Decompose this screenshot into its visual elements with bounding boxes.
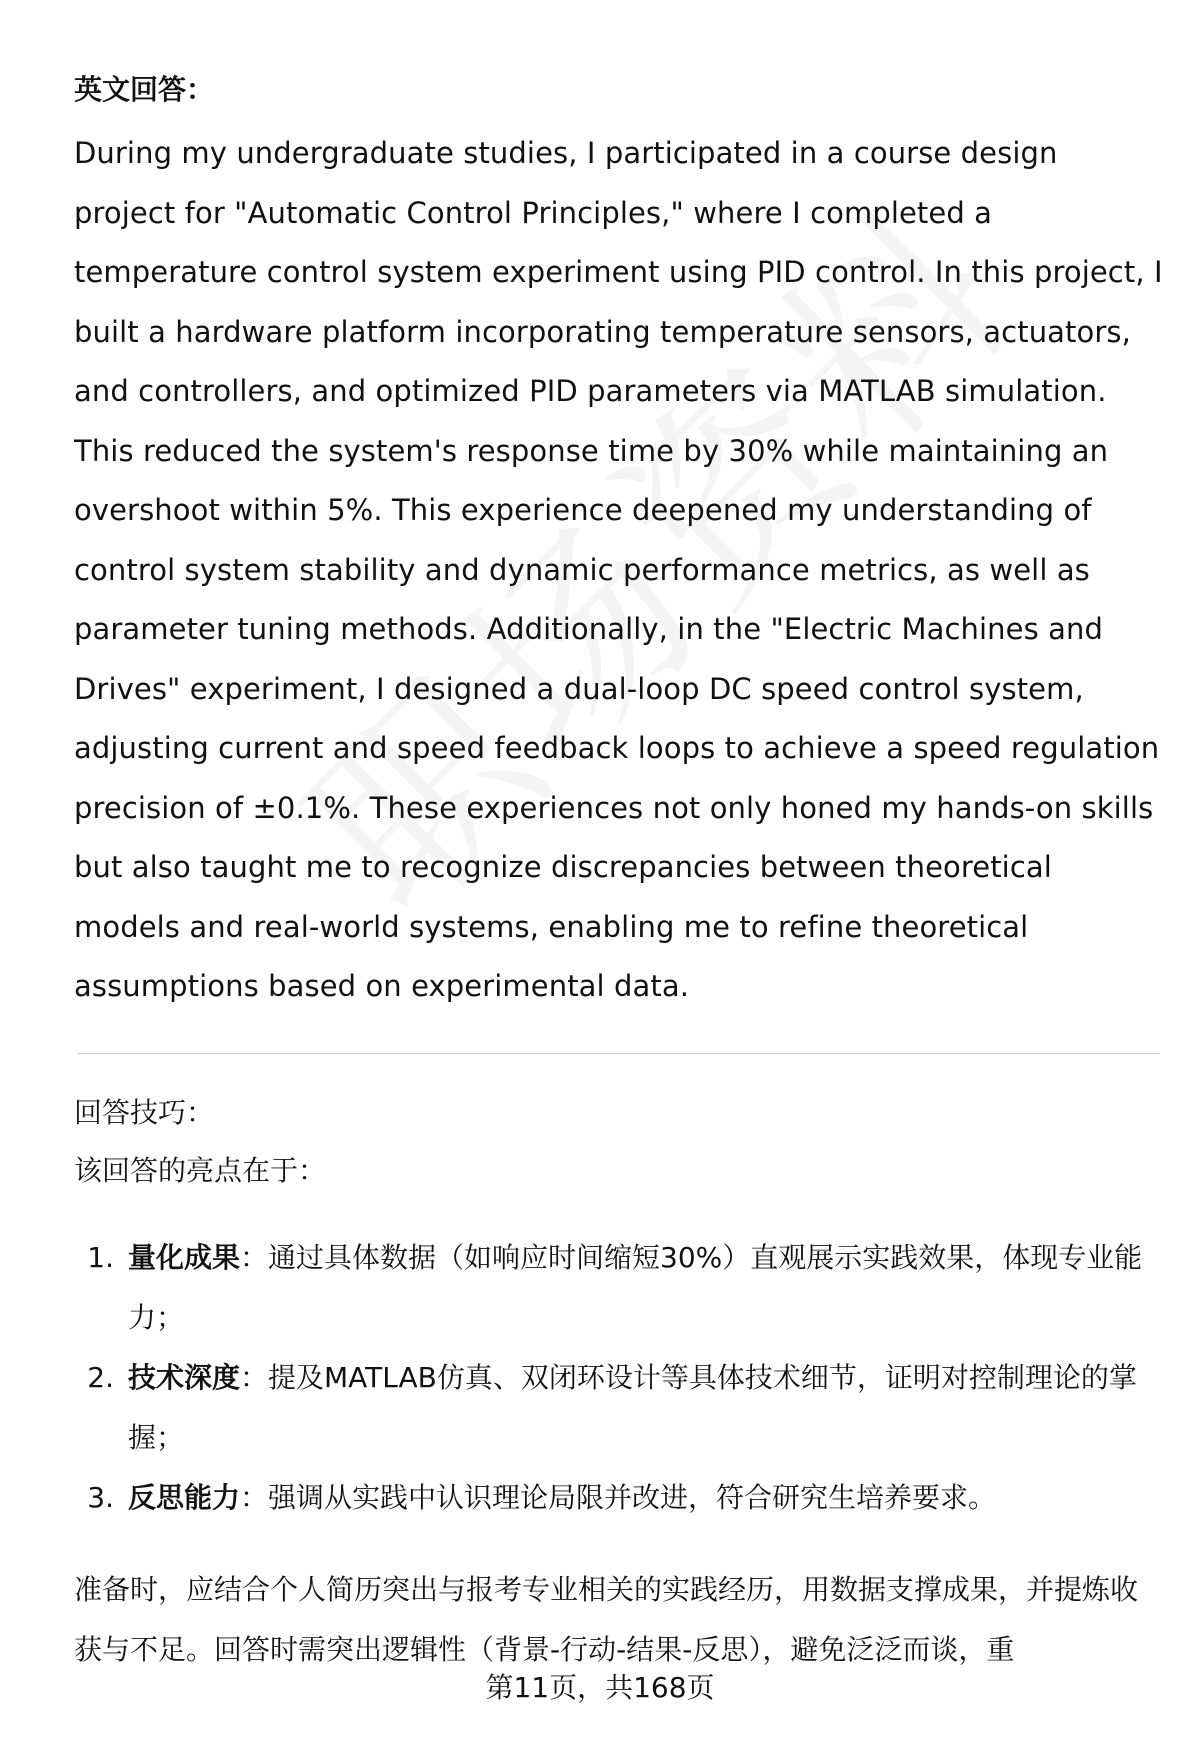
tip-number-1: 1. — [87, 1240, 114, 1274]
tips-title: 回答技巧： — [74, 1095, 215, 1129]
section-divider — [78, 1053, 1160, 1054]
tip-label-1: 量化成果 — [128, 1240, 241, 1274]
tip-label-3: 反思能力 — [128, 1480, 241, 1514]
tip-label-2: 技术深度 — [128, 1360, 241, 1394]
tip-text-1: ：通过具体数据（如响应时间缩短30%）直观展示实践效果，体现专业能力； — [128, 1240, 1143, 1334]
answer-heading: 英文回答： — [74, 73, 215, 106]
english-answer-paragraph: During my undergraduate studies, I participated in a course design project for "Automatic Control Principles," where I completed a temperature control system experiment using PID control. In this project, I built a hardware platform incorporating temperature sensors, actuators, and controllers, and optimized PID parameters via MATLAB simulation. This reduced the system's response time by 30% while maintaining an overshoot within 5%. This experience deepened my understanding of control system stability and dynamic performance metrics, as well as parameter tuning methods. Additionally, in the "Electric Machines and Drives" experiment, I designed a dual-loop DC speed control system, adjusting current and speed feedback loops to achieve a speed regulation precision of ±0.1%. These experiences not only honed my hands-on skills but also taught me to recognize discrepancies between theoretical models and real-world systems, enabling me to refine theoretical assumptions based on experimental data. — [74, 136, 1163, 1003]
page-footer: 第11页，共168页 — [485, 1671, 715, 1704]
tip-number-2: 2. — [87, 1360, 114, 1394]
tip-item-1 — [74, 1228, 1164, 1348]
tip-text-2: ：提及MATLAB仿真、双闭环设计等具体技术细节，证明对控制理论的掌握； — [128, 1360, 1137, 1454]
tip-item-3 — [74, 1468, 1164, 1528]
tip-number-3: 3. — [87, 1480, 114, 1514]
tip-text-3: ：强调从实践中认识理论局限并改进，符合研究生培养要求。 — [240, 1480, 997, 1514]
tips-list — [74, 1228, 1164, 1528]
tips-intro: 该回答的亮点在于： — [74, 1153, 327, 1187]
preparation-paragraph: 准备时，应结合个人简历突出与报考专业相关的实践经历，用数据支撑成果，并提炼收获与不足。回答时需突出逻辑性（背景-行动-结果-反思），避免泛泛而谈，重 — [74, 1572, 1139, 1666]
tip-item-2 — [74, 1348, 1164, 1468]
content-area — [74, 66, 1164, 1680]
